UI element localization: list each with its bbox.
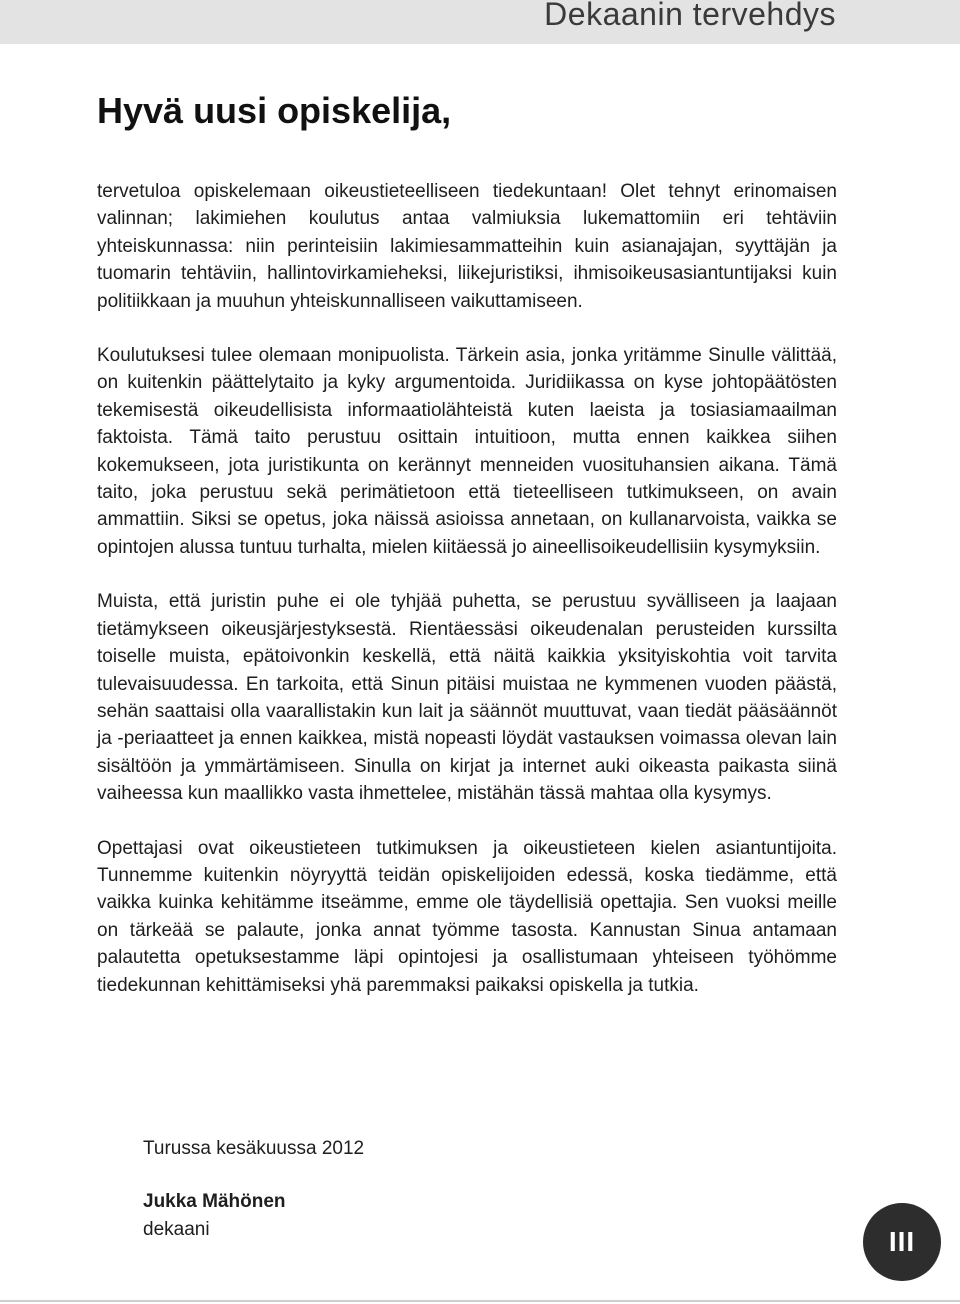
page-number: III xyxy=(888,1226,916,1257)
signer-name: Jukka Mähönen xyxy=(143,1191,286,1212)
letter-heading: Hyvä uusi opiskelija, xyxy=(97,90,452,131)
section-title: Dekaanin tervehdys xyxy=(544,0,836,32)
place-date: Turussa kesäkuussa 2012 xyxy=(143,1138,365,1159)
letter-body xyxy=(97,178,837,1026)
paragraph-2: Koulutuksesi tulee olemaan monipuolista. Tärkein asia, jonka yritämme Sinulle välittää, on kuitenkin päättelytaito ja kyky argumentoida. Juridiikassa on kyse johtopäätösten tekemisestä oikeudellisista informaatiolähteistä kuten laeista ja tosiasiamaailman faktoista. Tämä taito perustuu osittain intuitioon, mutta ennen kaikkea siihen kokemukseen, jota juristikunta on kerännyt menneiden vuosituhansien aikana. Tämä taito, joka perustuu sekä perimätietoon että tieteelliseen tutkimukseen, on avain ammattiin. Siksi se opetus, joka näissä asioissa annetaan, on kullanarvoista, vaikka se opintojen alussa tuntuu turhalta, mielen kiitäessä jo aineellisoikeudellisiin kysymyksiin. xyxy=(97,345,837,558)
paragraph-4: Opettajasi ovat oikeustieteen tutkimuksen ja oikeustieteen kielen asiantuntijoita. Tunnemme kuitenkin nöyryyttä teidän opiskelijoiden edessä, koska tiedämme, että vaikka kuinka kehitämme itseämme, emme ole täydellisiä opettajia. Sen vuoksi meille on tärkeää se palaute, jonka annat työmme tasosta. Kannustan Sinua antamaan palautetta opetuksestamme läpi opintojesi ja osallistumaan yhteiseen työhömme tiedekunnan kehittämiseksi yhä paremmaksi paikaksi opiskella ja tutkia. xyxy=(97,837,837,996)
letter-closing xyxy=(143,1138,364,1244)
signer-role: dekaani xyxy=(143,1219,210,1240)
paragraph-1: tervetuloa opiskelemaan oikeustieteelliseen tiedekuntaan! Olet tehnyt erinomaisen valinnan; lakimiehen koulutus antaa valmiuksia lukemattomiin eri tehtäviin yhteiskunnassa: niin perinteisiin lakimiesammatteihin kuin asianajajan, syyttäjän ja tuomarin tehtäviin, hallintovirkamieheksi, liikejuristiksi, ihmisoikeusasiantuntijaksi kuin politiikkaan ja muuhun yhteiskunnalliseen vaikuttamiseen. xyxy=(97,181,837,312)
page-number-badge xyxy=(863,1203,941,1281)
paragraph-3: Muista, että juristin puhe ei ole tyhjää puhetta, se perustuu syvälliseen ja laajaan tietämykseen oikeusjärjestyksestä. Rientäessäsi oikeudenalan perusteiden kurssilta toiselle muista, epätoivonkin keskellä, että näitä kaikkia yksityiskohtia voit tarvita tulevaisuudessa. En tarkoita, että Sinun pitäisi muistaa ne kymmenen vuoden päästä, sehän saattaisi olla vaarallistakin kun lait ja säännöt muuttuvat, vaan tiedät pääsäännöt ja -periaatteet ja ennen kaikkea, mistä nopeasti löydät vastauksen voimassa olevan lain sisältöön ja ymmärtämiseen. Sinulla on kirjat ja internet auki oikeasta paikasta siinä vaiheessa kun maallikko vasta ihmettelee, mistähän tässä mahtaa olla kysymys. xyxy=(97,591,837,805)
footer-rule xyxy=(0,1300,960,1302)
